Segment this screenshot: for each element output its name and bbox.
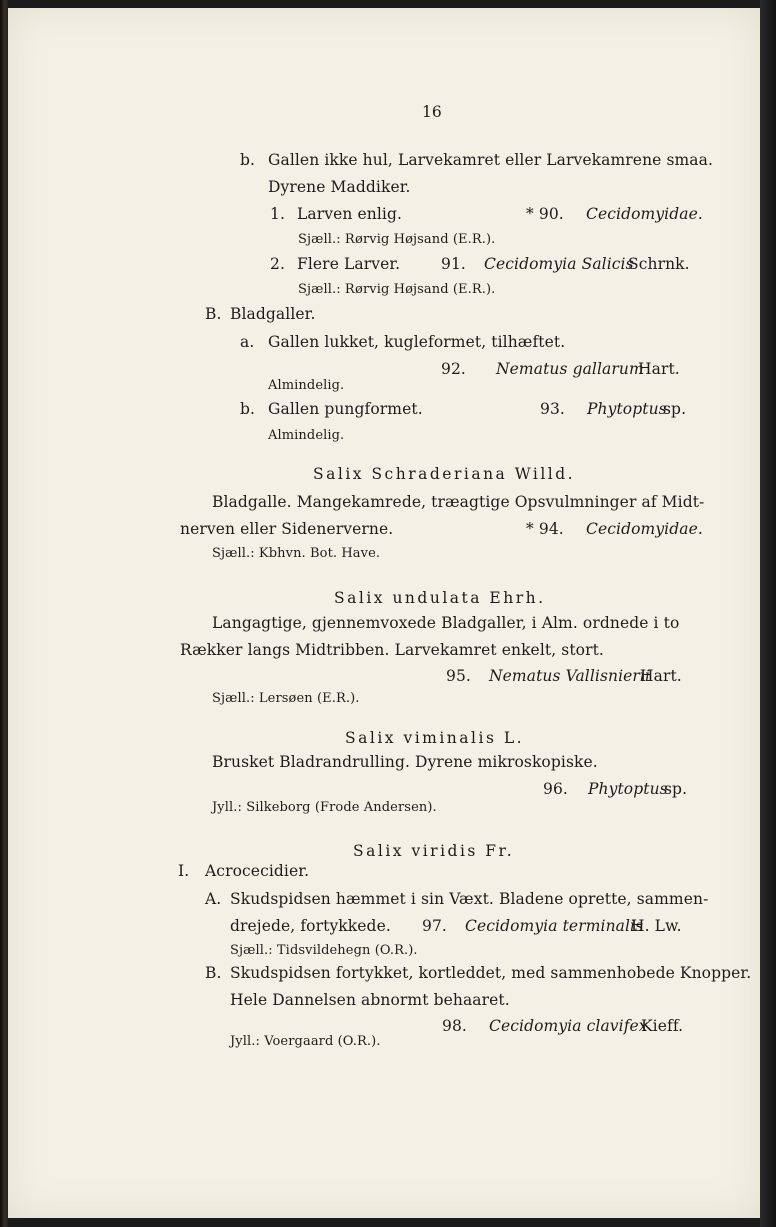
section-heading: Salix viridis Fr. xyxy=(353,842,515,860)
species-name: Phytoptus xyxy=(587,400,667,418)
text-line: Gallen ikke hul, Larvekamret eller Larvekamrene smaa. xyxy=(268,151,714,169)
item-label: I. xyxy=(178,862,190,880)
locality-line: Jyll.: Voergaard (O.R.). xyxy=(230,1034,381,1049)
text-line: Bladgaller. xyxy=(230,305,316,323)
text-line: Gallen lukket, kugleformet, tilhæftet. xyxy=(268,333,566,351)
species-number: 92. xyxy=(441,360,466,378)
text-line: Brusket Bladrandrulling. Dyrene mikroskopiske. xyxy=(212,753,598,771)
page-edge xyxy=(760,0,776,1227)
text-line: Acrocecidier. xyxy=(205,862,310,880)
book-page xyxy=(8,8,760,1218)
locality-line: Sjæll.: Tidsvildehegn (O.R.). xyxy=(230,943,418,958)
species-name: Cecidomyidae. xyxy=(586,205,703,223)
text-line: Dyrene Maddiker. xyxy=(268,178,411,196)
species-name: Cecidomyia Salicis xyxy=(484,255,634,273)
species-author: sp. xyxy=(664,780,688,798)
species-author: Kieff. xyxy=(641,1017,684,1035)
text-line: Flere Larver. xyxy=(297,255,401,273)
species-author: H. Lw. xyxy=(631,917,682,935)
locality-line: Sjæll.: Rørvig Højsand (E.R.). xyxy=(298,232,496,247)
species-number: 91. xyxy=(441,255,466,273)
item-label: B. xyxy=(205,305,222,323)
text-line: Rækker langs Midtribben. Larvekamret enkelt, stort. xyxy=(180,641,604,659)
text-line: Hele Dannelsen abnormt behaaret. xyxy=(230,991,510,1009)
section-heading: Salix viminalis L. xyxy=(345,729,525,747)
species-author: Hart. xyxy=(640,667,682,685)
species-number: * 90. xyxy=(526,205,564,223)
item-label: 2. xyxy=(270,255,285,273)
text-line: drejede, fortykkede. xyxy=(230,917,391,935)
species-name: Cecidomyia terminalis xyxy=(465,917,644,935)
species-number: 95. xyxy=(446,667,471,685)
text-line: Skudspidsen hæmmet i sin Væxt. Bladene oprette, sammen- xyxy=(230,890,709,908)
book-binding-edge xyxy=(0,0,8,1227)
item-label: b. xyxy=(240,151,256,169)
species-name: Nematus gallarum xyxy=(496,360,644,378)
item-label: B. xyxy=(205,964,222,982)
species-name: Cecidomyidae. xyxy=(586,520,703,538)
species-name: Phytoptus xyxy=(588,780,668,798)
species-name: Nematus Vallisnierii xyxy=(489,667,651,685)
text-line: Skudspidsen fortykket, kortleddet, med sammenhobede Knopper. xyxy=(230,964,752,982)
species-number: 93. xyxy=(540,400,565,418)
species-author: Hart. xyxy=(638,360,680,378)
section-heading: Salix Schraderiana Willd. xyxy=(313,465,576,483)
text-line: Langagtige, gjennemvoxede Bladgaller, i Alm. ordnede i to xyxy=(212,614,680,632)
item-label: A. xyxy=(205,890,222,908)
species-name: Cecidomyia clavifex xyxy=(489,1017,648,1035)
item-label: b. xyxy=(240,400,256,418)
locality-line: Sjæll.: Rørvig Højsand (E.R.). xyxy=(298,282,496,297)
locality-line: Sjæll.: Kbhvn. Bot. Have. xyxy=(212,546,381,561)
page-number: 16 xyxy=(422,103,442,121)
species-number: * 94. xyxy=(526,520,564,538)
text-line: Larven enlig. xyxy=(297,205,403,223)
text-line: Bladgalle. Mangekamrede, træagtige Opsvulmninger af Midt- xyxy=(212,493,705,511)
section-heading: Salix undulata Ehrh. xyxy=(334,589,546,607)
locality-line: Almindelig. xyxy=(268,428,345,443)
locality-line: Almindelig. xyxy=(268,378,345,393)
item-label: 1. xyxy=(270,205,285,223)
species-number: 96. xyxy=(543,780,568,798)
species-number: 98. xyxy=(442,1017,467,1035)
text-line: Gallen pungformet. xyxy=(268,400,423,418)
locality-line: Jyll.: Silkeborg (Frode Andersen). xyxy=(212,800,437,815)
species-author: Schrnk. xyxy=(628,255,690,273)
text-line: nerven eller Sidenerverne. xyxy=(180,520,394,538)
item-label: a. xyxy=(240,333,255,351)
species-number: 97. xyxy=(422,917,447,935)
species-author: sp. xyxy=(663,400,687,418)
locality-line: Sjæll.: Lersøen (E.R.). xyxy=(212,691,360,706)
